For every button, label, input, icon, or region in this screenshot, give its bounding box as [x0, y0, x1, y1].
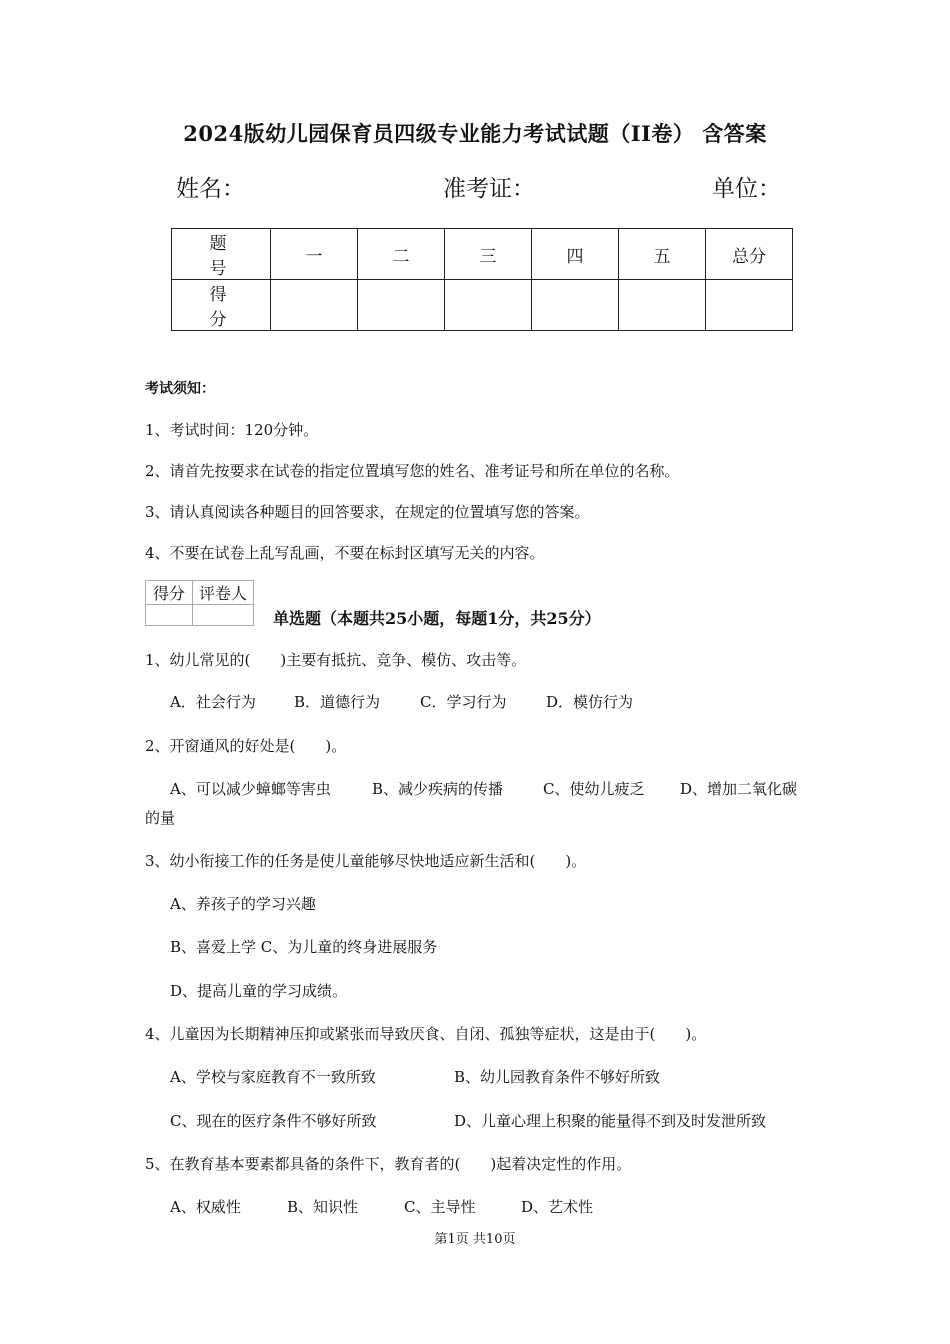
grader-box-score-label: 得分 — [146, 581, 193, 605]
page-footer: 第1页 共10页 — [434, 1232, 516, 1247]
option: C、使幼儿疲乏 — [543, 780, 645, 798]
notice-item: 2、请首先按要求在试卷的指定位置填写您的姓名、准考证号和所在单位的名称。 — [145, 462, 680, 480]
unit-field-label: 单位： — [712, 176, 781, 202]
score-table-header-cell: 一 — [271, 229, 358, 280]
notice-item: 1、考试时间：120分钟。 — [145, 421, 319, 439]
score-cell[interactable] — [532, 280, 619, 331]
option: C．学习行为 — [420, 693, 507, 711]
score-table-header-cell: 四 — [532, 229, 619, 280]
score-table-header-cell: 二 — [358, 229, 445, 280]
score-cell[interactable] — [445, 280, 532, 331]
option: A、养孩子的学习兴趣 — [170, 895, 316, 913]
option: B．道德行为 — [294, 693, 381, 711]
score-cell[interactable] — [706, 280, 793, 331]
question-stem: 3、幼小衔接工作的任务是使儿童能够尽快地适应新生活和( )。 — [145, 852, 587, 870]
option: B、喜爱上学 C、为儿童的终身进展服务 — [170, 938, 438, 956]
notice-item: 4、不要在试卷上乱写乱画，不要在标封区填写无关的内容。 — [145, 544, 545, 562]
score-table-score-row — [172, 280, 793, 331]
score-table-header-cell: 五 — [619, 229, 706, 280]
score-table-header-row — [172, 229, 793, 280]
option: A、权威性 — [170, 1198, 241, 1216]
score-table-header-cell: 总分 — [706, 229, 793, 280]
notice-title: 考试须知： — [145, 381, 215, 397]
score-table-header-cell: 题 号 — [172, 229, 271, 280]
exam-id-field-label: 准考证： — [443, 176, 535, 202]
exam-title: 2024版幼儿园保育员四级专业能力考试试题（II卷） 含答案 — [183, 121, 767, 146]
option: A．社会行为 — [170, 693, 256, 711]
question-stem: 2、开窗通风的好处是( )。 — [145, 737, 347, 755]
option: C、主导性 — [404, 1198, 476, 1216]
grader-box — [145, 580, 254, 626]
grader-box-score-cell[interactable] — [146, 605, 193, 626]
score-cell[interactable] — [271, 280, 358, 331]
option: D、增加二氧化碳 — [680, 780, 798, 798]
score-table-row-label: 得 分 — [172, 280, 271, 331]
question-stem: 4、儿童因为长期精神压抑或紧张而导致厌食、自闭、孤独等症状，这是由于( )。 — [145, 1025, 707, 1043]
notice-item: 3、请认真阅读各种题目的回答要求，在规定的位置填写您的答案。 — [145, 503, 590, 521]
option: B、知识性 — [287, 1198, 359, 1216]
section-title: 单选题（本题共25小题，每题1分，共25分） — [273, 609, 601, 628]
option: C、现在的医疗条件不够好所致 — [170, 1112, 377, 1130]
score-cell[interactable] — [358, 280, 445, 331]
option-continuation: 的量 — [145, 809, 176, 827]
option: A、学校与家庭教育不一致所致 — [170, 1068, 376, 1086]
score-cell[interactable] — [619, 280, 706, 331]
score-table — [171, 228, 793, 331]
option: B、减少疾病的传播 — [372, 780, 504, 798]
option: D、儿童心理上积聚的能量得不到及时发泄所致 — [454, 1112, 767, 1130]
grader-box-grader-cell[interactable] — [193, 605, 254, 626]
option: D、提高儿童的学习成绩。 — [170, 982, 348, 1000]
option: D．模仿行为 — [546, 693, 634, 711]
question-stem: 1、幼儿常见的( )主要有抵抗、竞争、模仿、攻击等。 — [145, 651, 527, 669]
question-stem: 5、在教育基本要素都具备的条件下，教育者的( )起着决定性的作用。 — [145, 1155, 632, 1173]
option: A、可以减少蟑螂等害虫 — [170, 780, 331, 798]
option: D、艺术性 — [521, 1198, 594, 1216]
grader-box-grader-label: 评卷人 — [193, 581, 254, 605]
score-table-header-cell: 三 — [445, 229, 532, 280]
name-field-label: 姓名： — [176, 176, 245, 202]
option: B、幼儿园教育条件不够好所致 — [454, 1068, 661, 1086]
